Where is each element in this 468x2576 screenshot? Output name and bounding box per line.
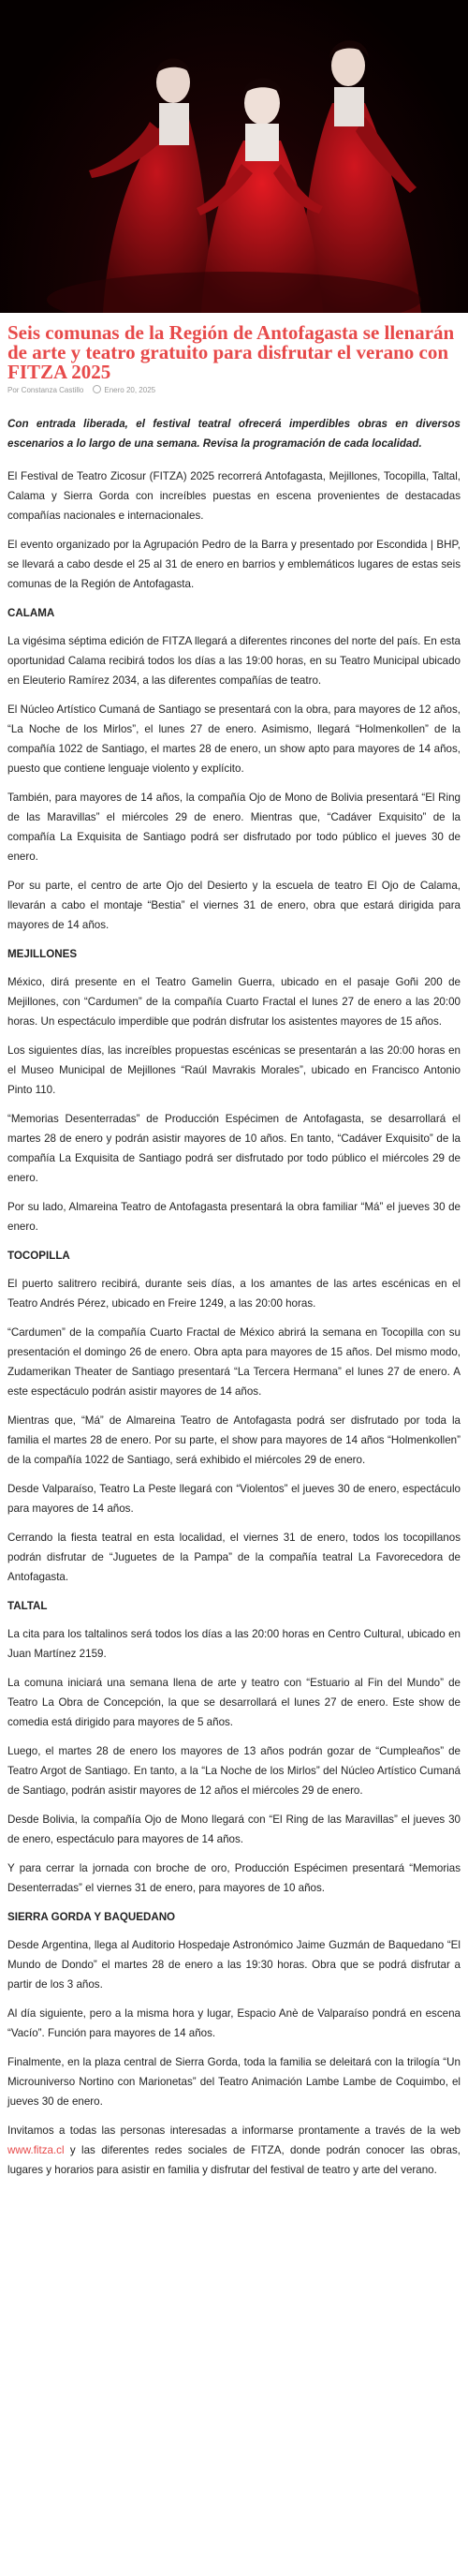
- paragraph: También, para mayores de 14 años, la compañía Ojo de Mono de Bolivia presentará “El Ring de las Maravillas” el miércoles 29 de enero. Mientras que, “Cadáver Exquisito” de la compañía La Exquisita de Santiago podrá ser disfrutado por todo público el jueves 30 de enero.: [7, 792, 461, 863]
- closing-paragraph: [7, 2121, 461, 2180]
- section-heading-calama: CALAMA: [7, 607, 55, 619]
- section-heading-sierra-gorda: SIERRA GORDA Y BAQUEDANO: [7, 1911, 176, 1923]
- paragraph: Finalmente, en la plaza central de Sierra Gorda, toda la familia se deleitará con la trilogía “Un Microuniverso Nortino con Marionetas” del Teatro Animación Lambe Lambe de Coquimbo, el jueves 30 de enero.: [7, 2056, 461, 2108]
- performers-illustration: [0, 0, 468, 313]
- section-heading-taltal: TALTAL: [7, 1600, 48, 1612]
- author[interactable]: Por Constanza Castillo: [7, 385, 84, 394]
- intro-paragraph: El evento organizado por la Agrupación Pedro de la Barra y presentado por Escondida | BHP, se llevará a cabo desde el 25 al 31 de enero en barrios y emblemáticos lugares de estas seis comunas de la Región de Antofagasta.: [7, 539, 461, 590]
- article-lead: Con entrada liberada, el festival teatral ofrecerá imperdibles obras en diversos escenarios a lo largo de una semana. Revisa la programación de cada localidad.: [7, 418, 461, 450]
- paragraph: Los siguientes días, las increíbles propuestas escénicas se presentarán a las 20:00 horas en el Museo Municipal de Mejillones “Raúl Mavrakis Morales”, ubicado en Francisco Antonio Pinto 110.: [7, 1044, 461, 1096]
- paragraph: Por su lado, Almareina Teatro de Antofagasta presentará la obra familiar “Má” el jueves 30 de enero.: [7, 1201, 461, 1233]
- paragraph: México, dirá presente en el Teatro Gamelin Guerra, ubicado en el pasaje Goñi 200 de Mejillones, con “Cardumen” de la compañía Cuarto Fractal el lunes 27 de enero a las 20:00 horas. Un espectáculo imperdible que podrán disfrutar los asistentes mayores de 15 años.: [7, 976, 461, 1028]
- clock-icon: [93, 385, 101, 393]
- paragraph: “Memorias Desenterradas” de Producción Espécimen de Antofagasta, se desarrollará el martes 28 de enero y podrán asistir mayores de 10 años. En tanto, “Cadáver Exquisito” de la compañía La Exquisita de Santiago podrá ser disfrutado por todo público el miércoles 29 de enero.: [7, 1113, 461, 1184]
- paragraph: Desde Valparaíso, Teatro La Peste llegará con “Violentos” el jueves 30 de enero, espectáculo para mayores de 14 años.: [7, 1483, 461, 1515]
- publish-date: [93, 385, 155, 394]
- fitza-website-link[interactable]: www.fitza.cl: [7, 2144, 65, 2156]
- paragraph: Mientras que, “Má” de Almareina Teatro de Antofagasta podrá ser disfrutado por toda la familia el martes 28 de enero. Por su parte, el show para mayores de 14 años “Holmenkollen” de la compañía 1022 de Santiago, será exhibido el miércoles 29 de enero.: [7, 1414, 461, 1466]
- intro-paragraph: El Festival de Teatro Zicosur (FITZA) 2025 recorrerá Antofagasta, Mejillones, Tocopilla, Taltal, Calama y Sierra Gorda con increíbles puestas en escena provenientes de destacadas compañías nacionales e internacionales.: [7, 470, 461, 522]
- paragraph: Por su parte, el centro de arte Ojo del Desierto y la escuela de teatro El Ojo de Calama, llevarán a cabo el montaje “Bestia” el viernes 31 de enero, obra que estará dirigida para mayores de 14 años.: [7, 880, 461, 931]
- article-body: [0, 323, 468, 2180]
- hero-image: [0, 0, 468, 313]
- paragraph: El puerto salitrero recibirá, durante seis días, a los amantes de las artes escénicas en el Teatro Andrés Pérez, ubicado en Freire 1249, a las 20:00 horas.: [7, 1278, 461, 1310]
- paragraph: La comuna iniciará una semana llena de arte y teatro con “Estuario al Fin del Mundo” de Teatro La Obra de Concepción, la que se desarrollará el lunes 27 de enero. Este show de comedia está dirigido para mayores de 5 años.: [7, 1677, 461, 1728]
- closing-text-before: Invitamos a todas las personas interesadas a informarse prontamente a través de la web: [7, 2124, 461, 2137]
- paragraph: “Cardumen” de la compañía Cuarto Fractal de México abrirá la semana en Tocopilla con su presentación el domingo 26 de enero. Obra apta para mayores de 15 años. Del mismo modo, Zudamerikan Theater de Santiago presentará “La Tercera Hermana” el lunes 27 de enero. A este espectáculo podrán asistir mayores de 14 años.: [7, 1326, 461, 1398]
- date-text: Enero 20, 2025: [104, 386, 156, 394]
- paragraph: Desde Argentina, llega al Auditorio Hospedaje Astronómico Jaime Guzmán de Baquedano “El Mundo de Dondo” el martes 28 de enero a las 19:30 horas. Obra que se podrá disfrutar a partir de los 3 años.: [7, 1939, 461, 1991]
- paragraph: Desde Bolivia, la compañía Ojo de Mono llegará con “El Ring de las Maravillas” el jueves 30 de enero, espectáculo para mayores de 14 años.: [7, 1814, 461, 1845]
- paragraph: El Núcleo Artístico Cumaná de Santiago se presentará con la obra, para mayores de 12 años, “La Noche de los Mirlos”, el lunes 27 de enero. Asimismo, llegará “Holmenkollen” de la compañía 1022 de Santiago, el martes 28 de enero, un show apto para mayores de 14 años, puesto que contiene lenguaje violento y explícito.: [7, 703, 461, 775]
- section-heading-mejillones: MEJILLONES: [7, 948, 78, 960]
- section-heading-tocopilla: TOCOPILLA: [7, 1250, 70, 1262]
- article-meta: [7, 385, 461, 394]
- closing-text-after: y las diferentes redes sociales de FITZA, donde podrán conocer las obras, lugares y horarios para asistir en familia y disfrutar del festival de teatro y arte del verano.: [7, 2144, 461, 2176]
- paragraph: La cita para los taltalinos será todos los días a las 20:00 horas en Centro Cultural, ubicado en Juan Martínez 2159.: [7, 1628, 461, 1660]
- paragraph: La vigésima séptima edición de FITZA llegará a diferentes rincones del norte del país. En esta oportunidad Calama recibirá todos los días a las 19:00 horas, en su Teatro Municipal ubicado en Eleuterio Ramírez 2034, a las diferentes compañías de teatro.: [7, 635, 461, 687]
- paragraph: Y para cerrar la jornada con broche de oro, Producción Espécimen presentará “Memorias Desenterradas” el viernes 31 de enero, para mayores de 10 años.: [7, 1862, 461, 1894]
- paragraph: Luego, el martes 28 de enero los mayores de 13 años podrán gozar de “Cumpleaños” de Teatro Argot de Santiago. En tanto, a la “La Noche de los Mirlos” del Núcleo Artístico Cumaná de Santiago, podrán asistir mayores de 12 años el miércoles 29 de enero.: [7, 1745, 461, 1797]
- article-title: Seis comunas de la Región de Antofagasta se llenarán de arte y teatro gratuito para disfrutar el verano con FITZA 2025: [7, 321, 455, 383]
- paragraph: Cerrando la fiesta teatral en esta localidad, el viernes 31 de enero, todos los tocopillanos podrán disfrutar de “Juguetes de la Pampa” de la compañía teatral La Favorecedora de Antofagasta.: [7, 1532, 461, 1583]
- paragraph: Al día siguiente, pero a la misma hora y lugar, Espacio Anè de Valparaíso pondrá en escena “Vacío”. Función para mayores de 14 años.: [7, 2007, 461, 2039]
